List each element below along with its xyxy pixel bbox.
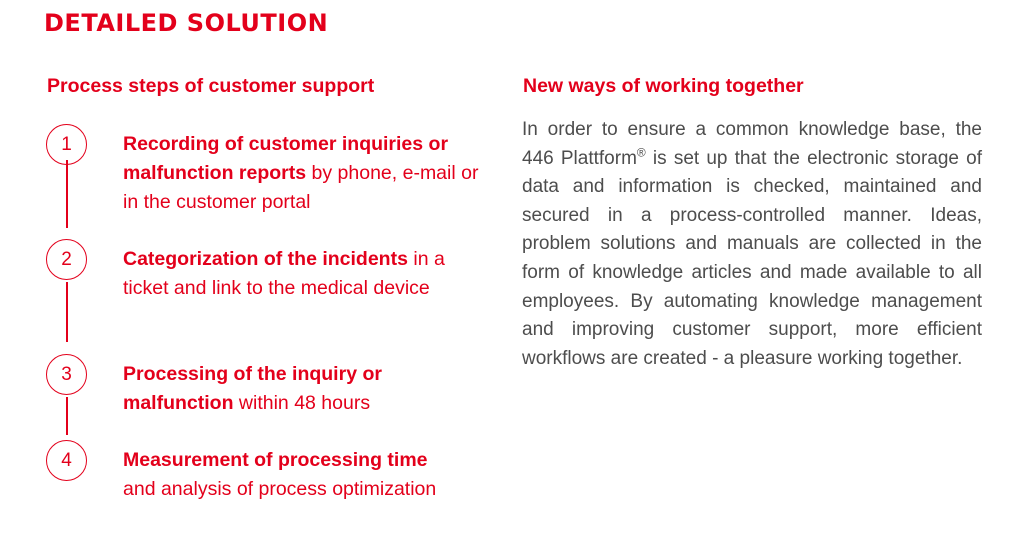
new-ways-title: New ways of working together xyxy=(523,75,804,97)
step-description xyxy=(123,360,423,418)
step-number-badge: 1 xyxy=(46,124,87,165)
step-highlight: Categorization of the incidents xyxy=(123,248,408,270)
step-connector xyxy=(66,397,68,435)
new-ways-body xyxy=(522,116,982,373)
step-description xyxy=(123,245,493,303)
page-title: DETAILED SOLUTION xyxy=(44,9,329,37)
step-detail: by phone, e-mail or in the customer portal xyxy=(123,162,479,213)
step-number-badge: 4 xyxy=(46,440,87,481)
registered-trademark: ® xyxy=(636,145,646,160)
step-number-badge: 3 xyxy=(46,354,87,395)
step-highlight: Measurement of processing time xyxy=(123,449,428,471)
body-text-rest: is set up that the electronic storage of data and information is checked, maintained and secured in a process-controlled manner. Ideas, problem solutions and manuals are collected in the form of knowledge articles and made available to all employees. By automating knowledge management and improving customer support, more efficient workflows are created - a pleasure working together. xyxy=(522,147,983,369)
step-connector xyxy=(66,282,68,342)
step-detail: within 48 hours xyxy=(233,392,371,414)
step-detail: in a ticket and link to the medical device xyxy=(123,248,445,299)
step-description xyxy=(123,446,463,504)
step-connector xyxy=(66,160,68,228)
body-text-start: In order to ensure a common knowledge base, the 446 Plattform xyxy=(522,119,982,169)
step-highlight: Recording of customer inquiries or malfunction reports xyxy=(123,133,449,184)
step-highlight: Processing of the inquiry or malfunction xyxy=(123,363,382,414)
step-number-badge: 2 xyxy=(46,239,87,280)
step-description xyxy=(123,130,493,217)
process-steps-title: Process steps of customer support xyxy=(47,75,375,97)
step-detail: and analysis of process optimization xyxy=(123,478,437,500)
